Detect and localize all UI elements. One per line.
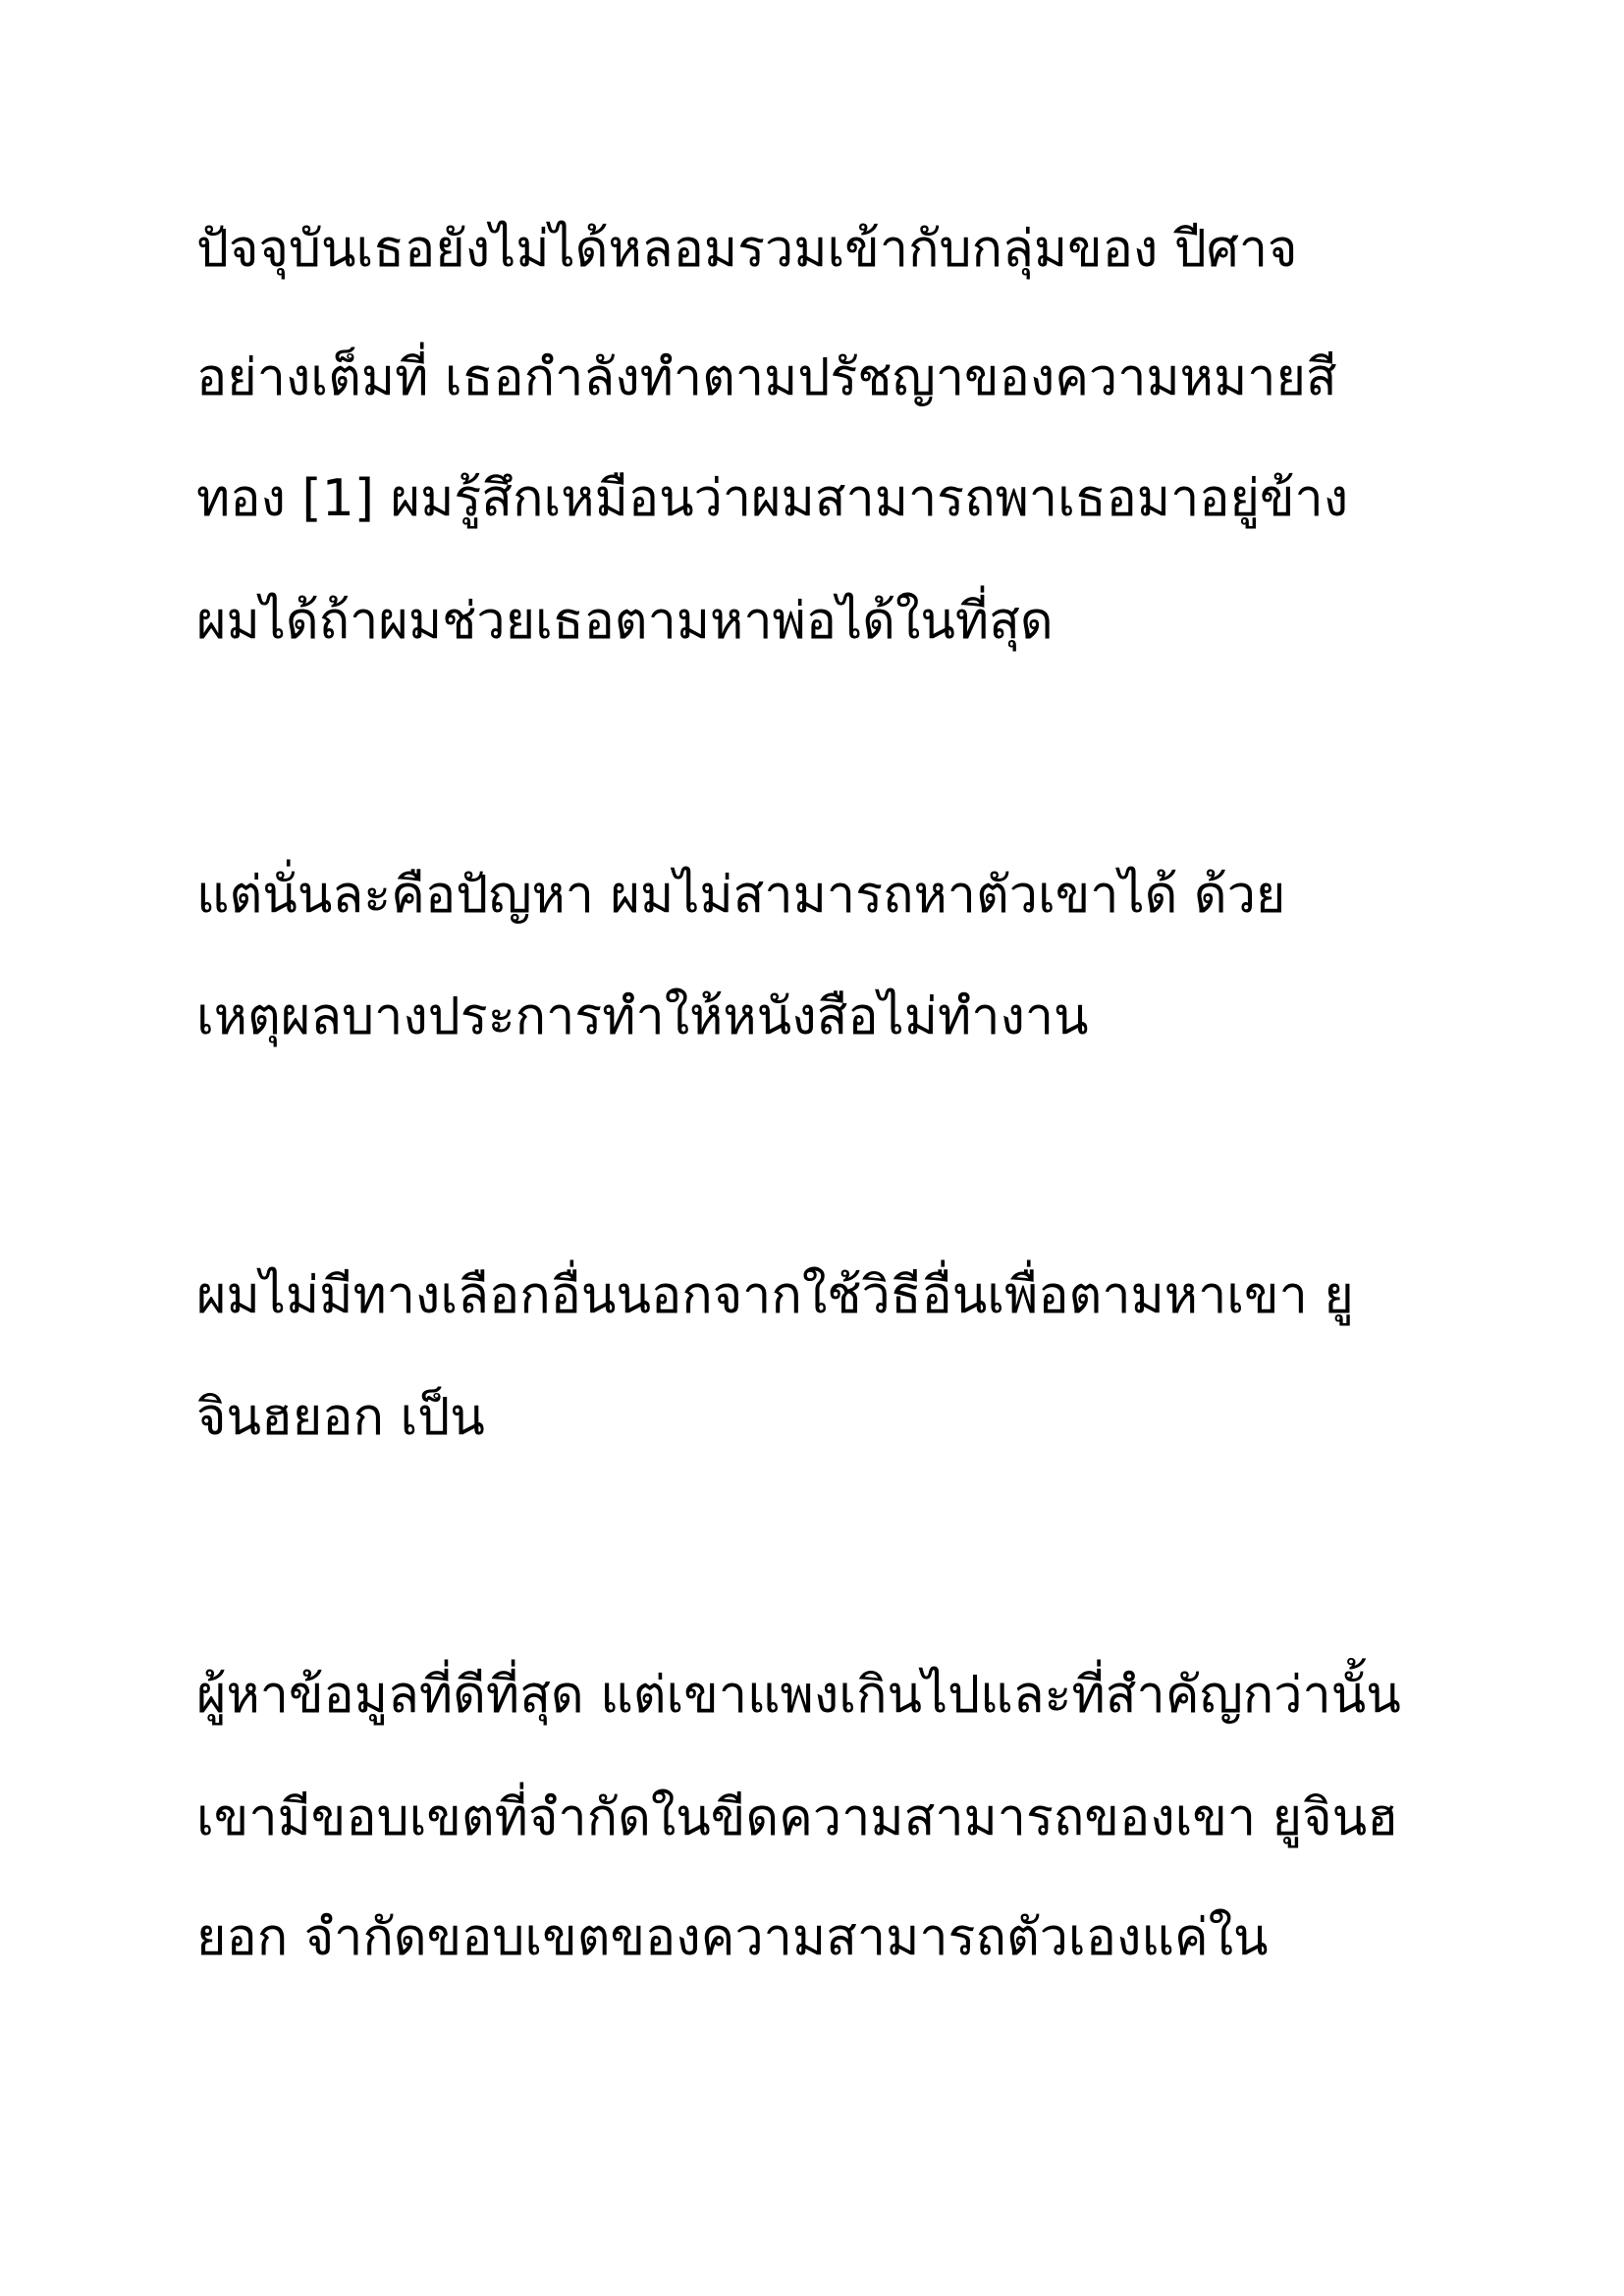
- paragraph-2-line-2: เหตุผลบางประการทำให้หนังสือไม่ทำงาน: [196, 988, 1089, 1046]
- paragraph-1-line-2: อย่างเต็มที่ เธอกำลังทำตามปรัชญาของความหมายสี: [196, 348, 1337, 407]
- paragraph-1-line-1: ปัจจุบันเธอยังไม่ได้หลอมรวมเข้ากับกลุ่มของ ปีศาจ: [196, 220, 1298, 279]
- paragraph-1-line-3: ทอง [1] ผมรู้สึกเหมือนว่าผมสามารถพาเธอมาอยู่ข้าง: [196, 469, 1349, 528]
- paragraph-1-line-4: ผมได้ถ้าผมช่วยเธอตามหาพ่อได้ในที่สุด: [196, 592, 1054, 651]
- paragraph-4-line-2: เขามีขอบเขตที่จำกัดในขีดความสามารถของเขา ยูจินฮ: [196, 1789, 1398, 1847]
- paragraph-3-line-2: จินฮยอก เป็น: [196, 1388, 485, 1447]
- paragraph-2-line-1: แต่นั่นละคือปัญหา ผมไม่สามารถหาตัวเขาได้ ด้วย: [196, 866, 1286, 925]
- paragraph-4-line-3: ยอก จำกัดขอบเขตของความสามารถตัวเองแค่ใน: [196, 1908, 1269, 1967]
- paragraph-3-line-1: ผมไม่มีทางเลือกอื่นนอกจากใช้วิธีอื่นเพื่อตามหาเขา ยู: [196, 1266, 1354, 1325]
- paragraph-4-line-1: ผู้หาข้อมูลที่ดีที่สุด แต่เขาแพงเกินไปและที่สำคัญกว่านั้น: [196, 1666, 1401, 1725]
